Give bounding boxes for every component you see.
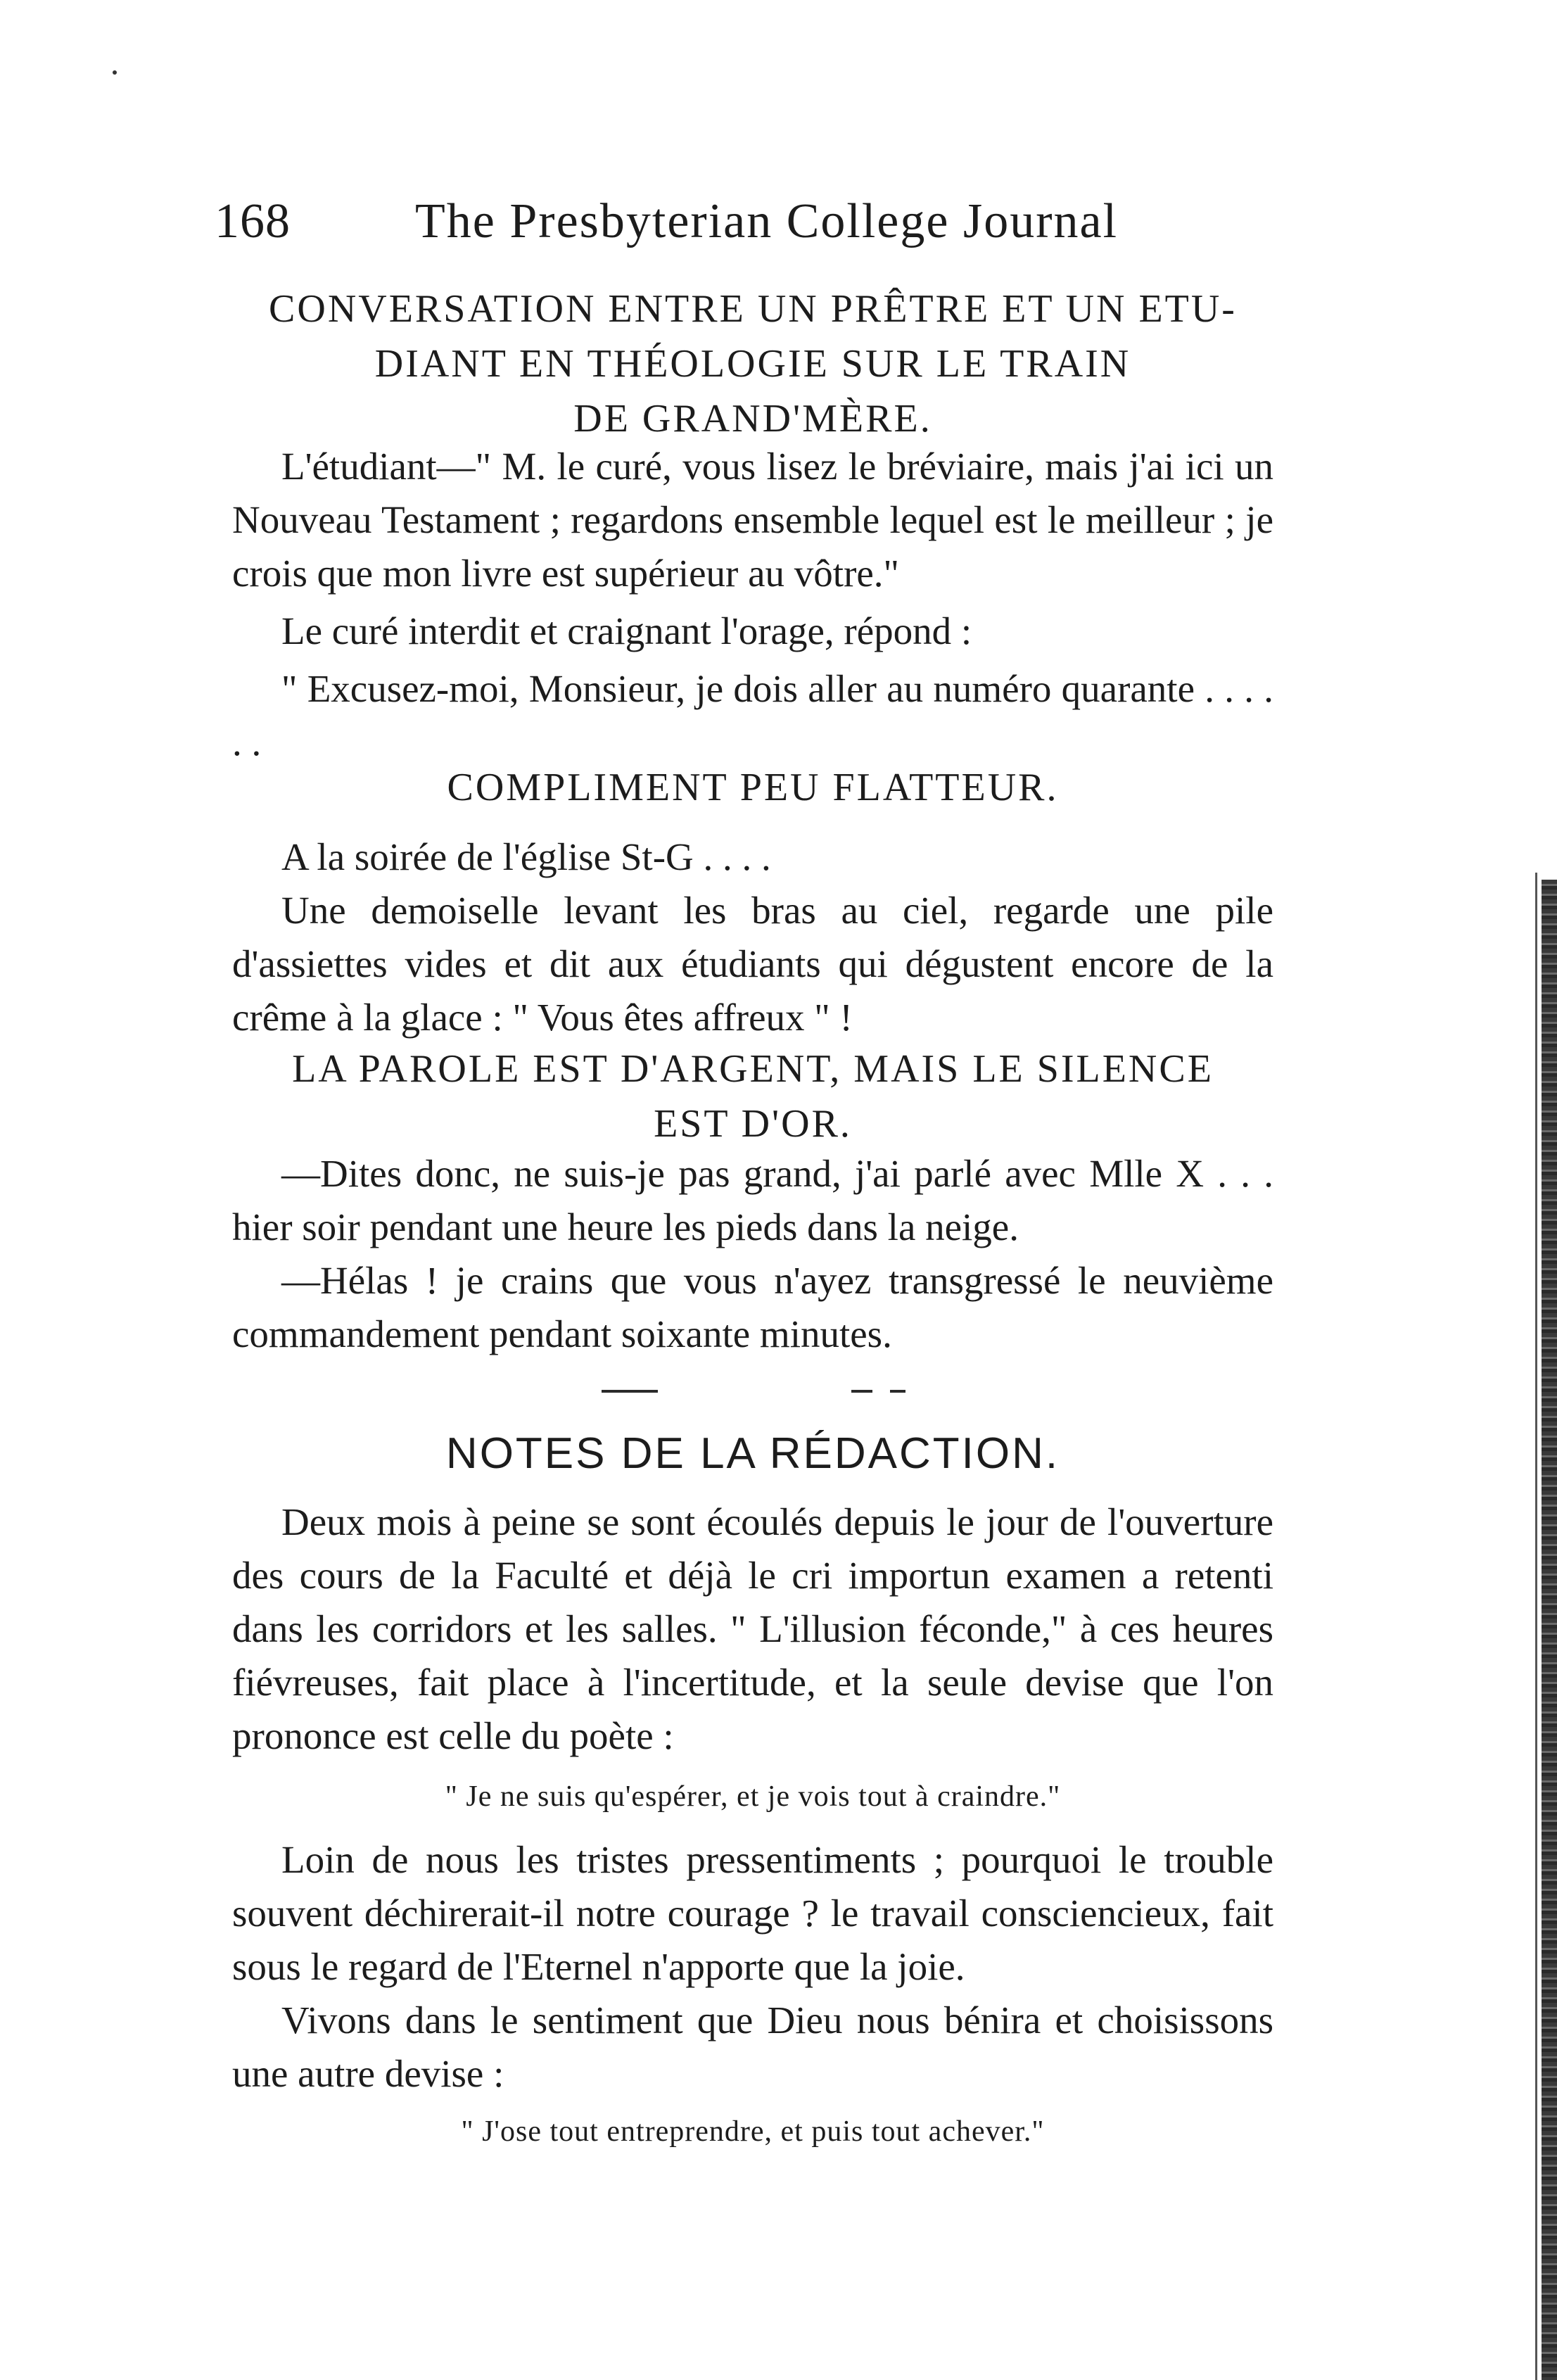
title-line: LA PAROLE EST D'ARGENT, MAIS LE SILENCE	[292, 1047, 1214, 1091]
section-divider	[602, 1390, 658, 1393]
title-line: EST D'OR.	[654, 1102, 852, 1146]
notes-body	[232, 1495, 1273, 2153]
scan-speck	[113, 70, 117, 75]
title-line: DE GRAND'MÈRE.	[573, 397, 932, 441]
page-edge-shadow	[1542, 880, 1557, 2380]
conversation-body	[232, 440, 1273, 769]
section-divider	[851, 1390, 872, 1393]
running-header	[215, 194, 1136, 264]
parole-body	[232, 1147, 1273, 1361]
page-edge-line	[1535, 873, 1537, 2380]
paragraph: Vivons dans le sentiment que Dieu nous bénira et choisissons une autre devise :	[232, 1999, 1273, 2095]
section-title-conversation	[232, 281, 1273, 446]
section-title-compliment: COMPLIMENT PEU FLATTEUR.	[447, 766, 1059, 809]
verse-quote: " Je ne suis qu'espérer, et je vois tout à craindre."	[445, 1780, 1061, 1813]
paragraph: Une demoiselle levant les bras au ciel, regarde une pile d'assiettes vides et dit aux étudiants qui dégustent encore de la crême à la glace : " Vous êtes affreux " !	[232, 889, 1273, 1039]
compliment-body	[232, 830, 1273, 1044]
paragraph: Loin de nous les tristes pressentiments ; pourquoi le trouble souvent déchirerait-il notre courage ? le travail consciencieux, fait sous le regard de l'Eternel n'apporte que la joie.	[232, 1838, 1273, 1988]
paragraph: —Dites donc, ne suis-je pas grand, j'ai parlé avec Mlle X . . . hier soir pendant une heure les pieds dans la neige.	[232, 1152, 1273, 1248]
title-line: DIANT EN THÉOLOGIE SUR LE TRAIN	[374, 342, 1131, 386]
page-number: 168	[215, 194, 291, 248]
paragraph: " Excusez-moi, Monsieur, je dois aller au numéro quarante . . . . . .	[232, 667, 1273, 764]
journal-title: The Presbyterian College Journal	[415, 194, 1119, 248]
paragraph: L'étudiant—" M. le curé, vous lisez le bréviaire, mais j'ai ici un Nouveau Testament ; regardons ensemble lequel est le meilleur ; je crois que mon livre est supérieur au vôtre."	[232, 445, 1273, 595]
title-line: CONVERSATION ENTRE UN PRÊTRE ET UN ETU-	[269, 287, 1237, 331]
section-title-parole	[232, 1042, 1273, 1151]
paragraph: —Hélas ! je crains que vous n'ayez transgressé le neuvième commandement pendant soixante minutes.	[232, 1259, 1273, 1355]
paragraph: Deux mois à peine se sont écoulés depuis le jour de l'ouverture des cours de la Faculté et déjà le cri importun examen a retenti dans les corridors et les salles. " L'illusion féconde," à ces heures fiévreuses, fait place à l'incertitude, et la seule devise que l'on prononce est celle du poète :	[232, 1500, 1273, 1757]
section-divider	[890, 1390, 905, 1393]
notes-heading: NOTES DE LA RÉDACTION.	[445, 1429, 1060, 1478]
verse-quote: " J'ose tout entreprendre, et puis tout achever."	[461, 2115, 1045, 2148]
paragraph: A la soirée de l'église St-G . . . .	[281, 835, 771, 878]
paragraph: Le curé interdit et craignant l'orage, répond :	[281, 609, 972, 652]
